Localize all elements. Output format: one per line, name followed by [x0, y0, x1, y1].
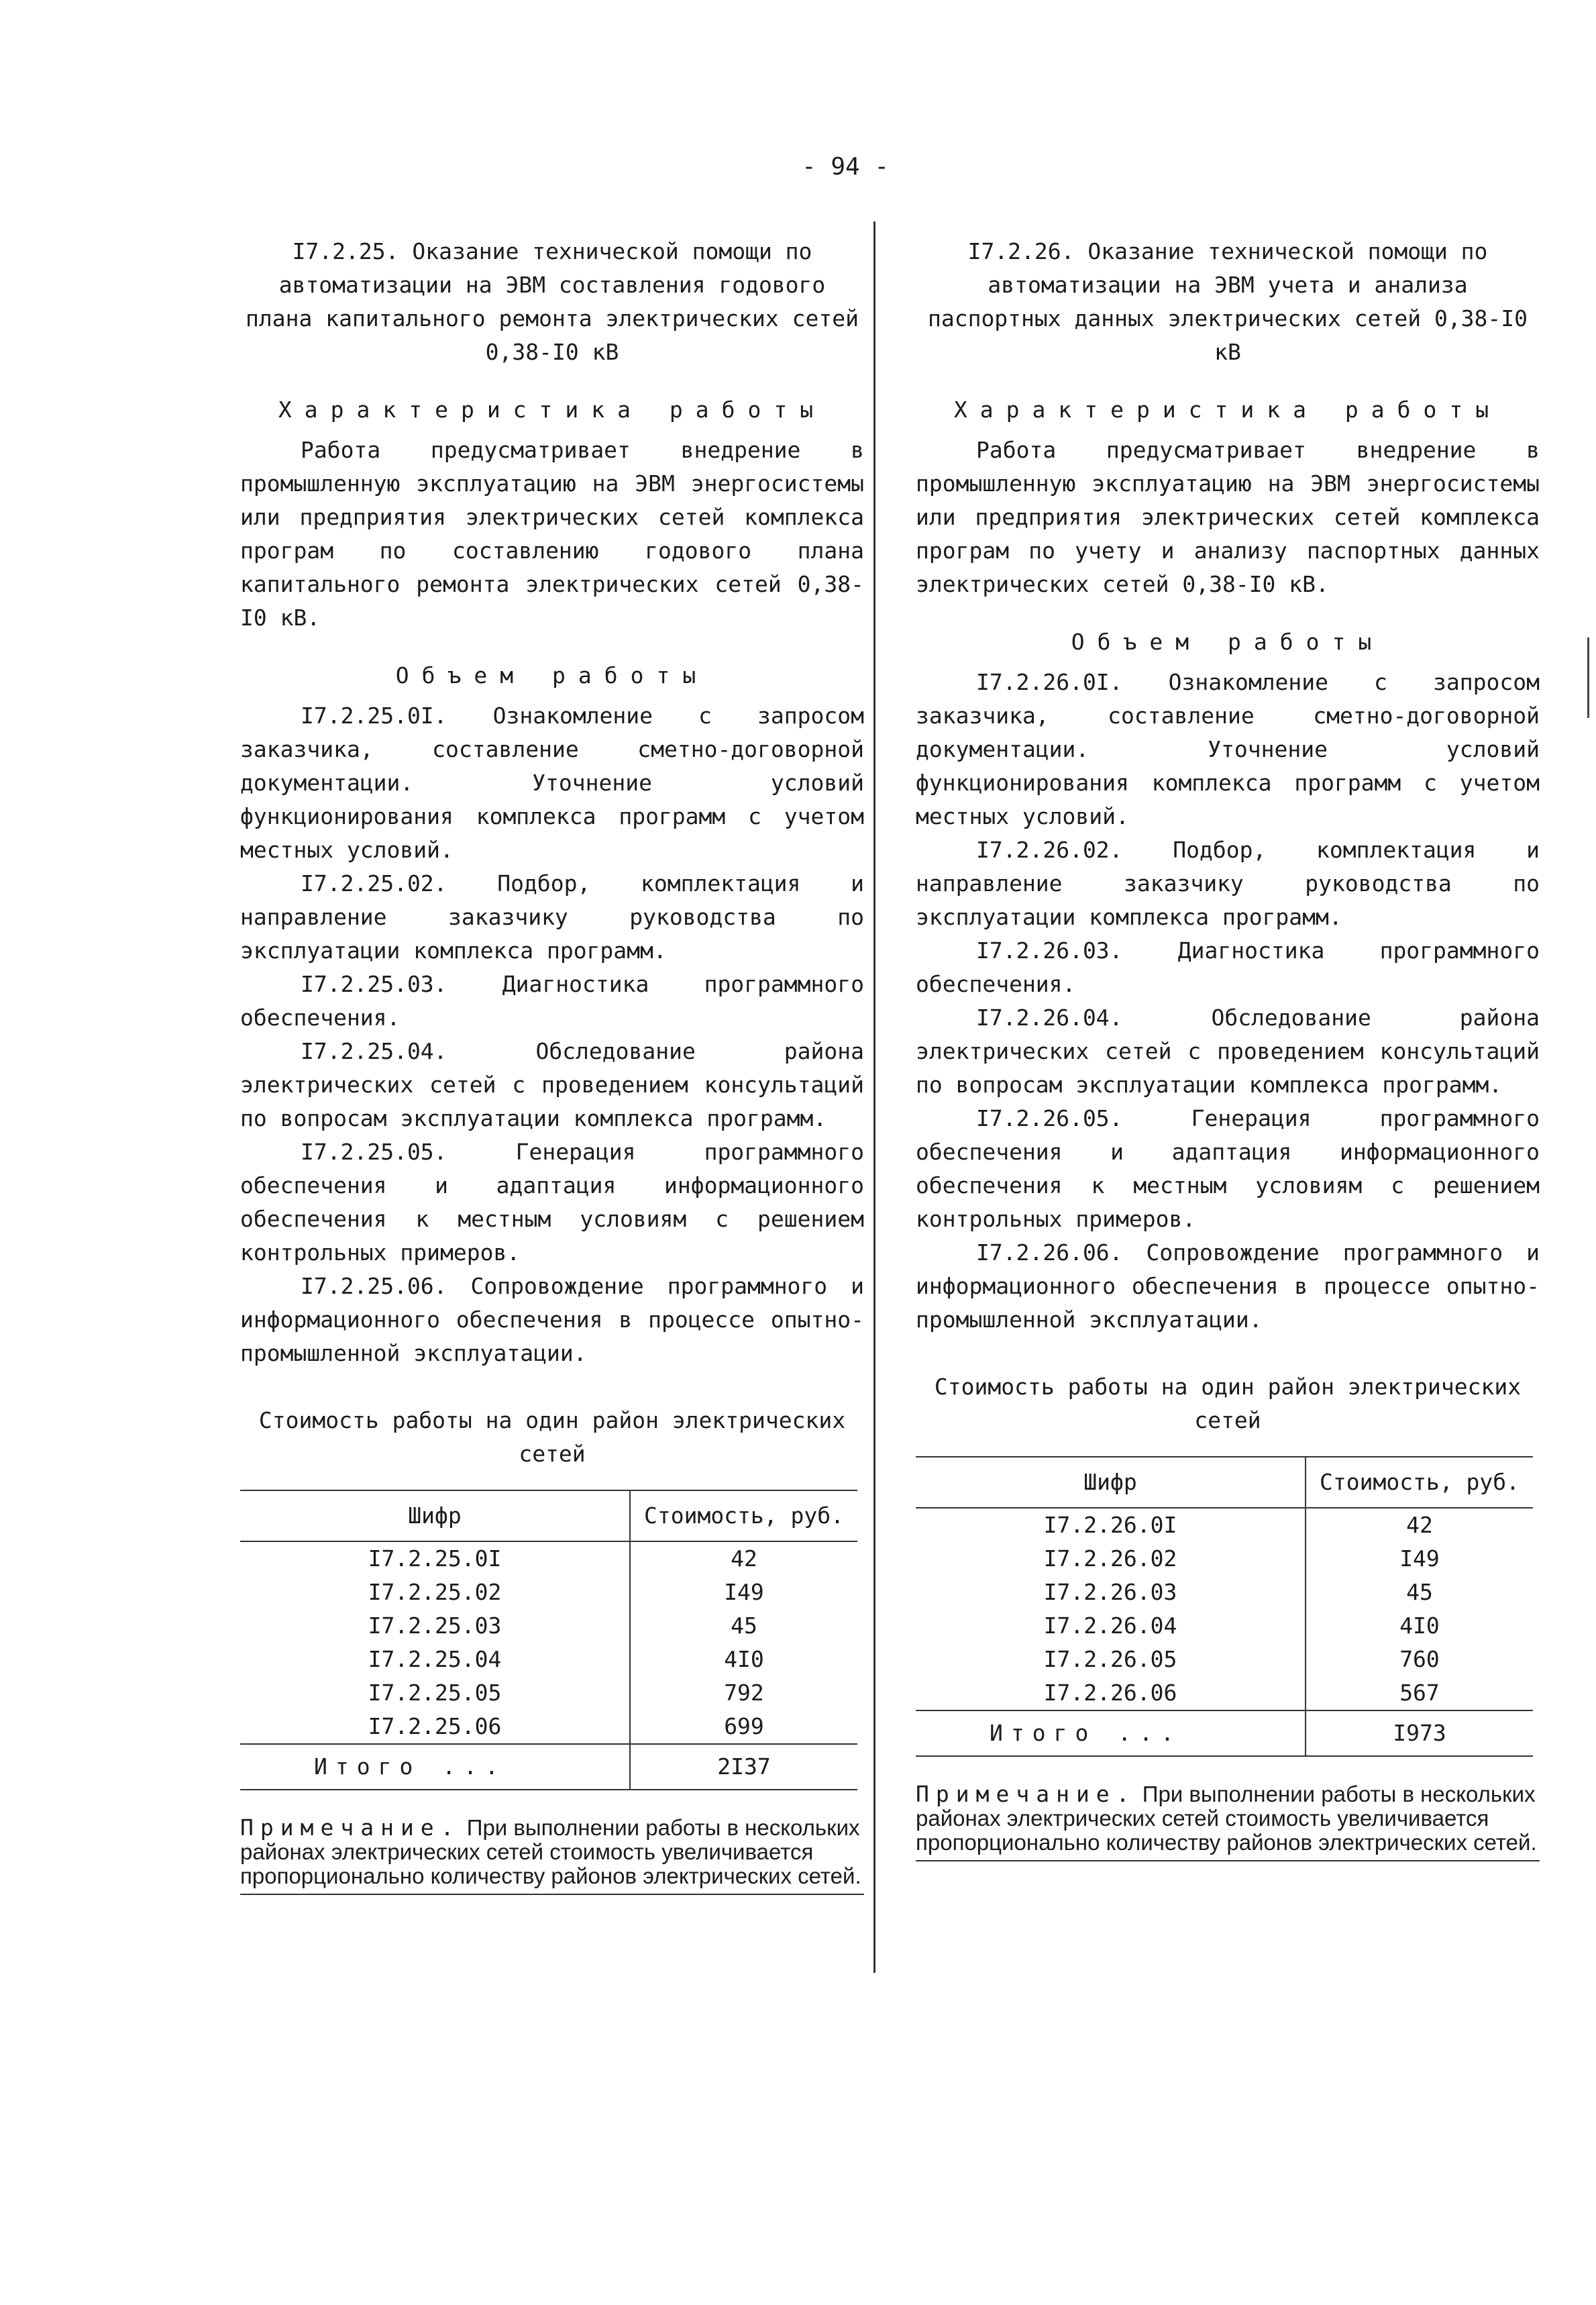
column-header-cost: Стоимость, руб. — [1306, 1457, 1533, 1508]
cost-cell: 4I0 — [1399, 1612, 1440, 1639]
right-column — [916, 235, 1540, 1861]
total-row — [240, 1744, 857, 1790]
cost-cell: 45 — [1406, 1579, 1433, 1605]
cost-cell: 760 — [1399, 1646, 1440, 1672]
scope-item: I7.2.25.0I. Ознакомление с запросом заказчика, составление сметно-договорной документации. Уточнение условий функционирования комплекса программ с учетом местных условий. — [240, 703, 864, 863]
scope-item: I7.2.26.03. Диагностика программного обеспечения. — [916, 937, 1540, 997]
cost-cell: I49 — [1399, 1545, 1440, 1572]
table-row — [240, 1710, 857, 1744]
section-title: I7.2.26. Оказание технической помощи по автоматизации на ЭВМ учета и анализа паспортных данных электрических сетей 0,38-I0 кВ — [927, 238, 1528, 365]
cost-caption: Стоимость работы на один район электрических сетей — [934, 1374, 1522, 1433]
column-divider — [873, 221, 875, 1973]
table-row — [916, 1508, 1533, 1542]
code-cell: I7.2.26.04 — [916, 1609, 1306, 1643]
table-row — [916, 1676, 1533, 1710]
total-label: Итого ... — [240, 1744, 630, 1790]
characteristics-text: Работа предусматривает внедрение в промышленную эксплуатацию на ЭВМ энергосистемы или предприятия электрических сетей комплекса програм по составлению годового плана капитального ремонта электрических сетей 0,38-I0 кВ. — [240, 437, 864, 631]
table-header-row — [240, 1490, 857, 1541]
scope-item: I7.2.25.05. Генерация программного обеспечения и адаптация информационного обеспечения к местным условиям с решением контрольных примеров. — [240, 1139, 864, 1266]
scope-heading: Объем работы — [395, 662, 709, 688]
characteristics-text: Работа предусматривает внедрение в промышленную эксплуатацию на ЭВМ энергосистемы или предприятия электрических сетей комплекса програм по учету и анализу паспортных данных электрических сетей 0,38-I0 кВ. — [916, 437, 1540, 597]
left-column — [240, 235, 864, 1895]
section-title: I7.2.25. Оказание технической помощи по автоматизации на ЭВМ составления годового плана капитального ремонта электрических сетей 0,38-I0 кВ — [246, 238, 859, 365]
cost-table — [240, 1490, 857, 1790]
cost-cell: 42 — [731, 1545, 757, 1572]
scope-item: I7.2.26.05. Генерация программного обеспечения и адаптация информационного обеспечения к местным условиям с решением контрольных примеров. — [916, 1105, 1540, 1232]
scope-item: I7.2.25.02. Подбор, комплектация и направление заказчику руководства по эксплуатации комплекса программ. — [240, 870, 864, 964]
code-cell: I7.2.25.02 — [240, 1576, 630, 1609]
characteristics-heading: Характеристика работы — [953, 397, 1502, 423]
cost-cell: 699 — [724, 1713, 764, 1739]
code-cell: I7.2.25.05 — [240, 1676, 630, 1710]
cost-cell: 567 — [1399, 1680, 1440, 1706]
total-value: 2I37 — [630, 1744, 857, 1790]
note-text: При выполнении работы в нескольких районах электрических сетей стоимость увеличивается пропорционально количеству районов электрических сетей. — [240, 1815, 861, 1888]
code-cell: I7.2.25.03 — [240, 1609, 630, 1643]
cost-cell: 792 — [724, 1680, 764, 1706]
note — [916, 1782, 1540, 1861]
total-value: I973 — [1306, 1710, 1533, 1756]
characteristics-heading: Характеристика работы — [278, 397, 827, 423]
code-cell: I7.2.25.06 — [240, 1710, 630, 1744]
table-row — [240, 1609, 857, 1643]
note-lead: Примечание. — [240, 1814, 461, 1841]
table-row — [240, 1643, 857, 1676]
code-cell: I7.2.26.0I — [916, 1508, 1306, 1542]
note — [240, 1816, 864, 1895]
total-row — [916, 1710, 1533, 1756]
code-cell: I7.2.26.06 — [916, 1676, 1306, 1710]
note-lead: Примечание. — [916, 1781, 1136, 1807]
total-label: Итого ... — [916, 1710, 1306, 1756]
code-cell: I7.2.25.04 — [240, 1643, 630, 1676]
table-row — [916, 1643, 1533, 1676]
code-cell: I7.2.26.03 — [916, 1576, 1306, 1609]
scope-item: I7.2.25.04. Обследование района электрических сетей с проведением консультаций по вопросам эксплуатации комплекса программ. — [240, 1038, 864, 1131]
scope-item: I7.2.26.04. Обследование района электрических сетей с проведением консультаций по вопросам эксплуатации комплекса программ. — [916, 1005, 1540, 1098]
cost-cell: 4I0 — [724, 1646, 764, 1672]
scope-item: I7.2.26.06. Сопровождение программного и информационного обеспечения в процессе опытно-промышленной эксплуатации. — [916, 1239, 1540, 1333]
table-row — [916, 1609, 1533, 1643]
column-header-code: Шифр — [916, 1457, 1306, 1508]
note-text: При выполнении работы в нескольких районах электрических сетей стоимость увеличивается пропорционально количеству районов электрических сетей. — [916, 1782, 1537, 1855]
table-row — [240, 1576, 857, 1609]
cost-table — [916, 1456, 1533, 1757]
column-header-code: Шифр — [240, 1490, 630, 1541]
code-cell: I7.2.25.0I — [240, 1541, 630, 1576]
table-header-row — [916, 1457, 1533, 1508]
scope-item: I7.2.26.02. Подбор, комплектация и направление заказчику руководства по эксплуатации комплекса программ. — [916, 837, 1540, 930]
scope-item: I7.2.25.03. Диагностика программного обеспечения. — [240, 971, 864, 1031]
table-row — [916, 1576, 1533, 1609]
code-cell: I7.2.26.05 — [916, 1643, 1306, 1676]
table-row — [916, 1542, 1533, 1576]
cost-caption: Стоимость работы на один район электрических сетей — [258, 1407, 846, 1467]
column-header-cost: Стоимость, руб. — [630, 1490, 857, 1541]
cost-cell: 42 — [1406, 1512, 1433, 1538]
code-cell: I7.2.26.02 — [916, 1542, 1306, 1576]
page-number: - 94 - — [802, 153, 890, 181]
scope-item: I7.2.25.06. Сопровождение программного и информационного обеспечения в процессе опытно-промышленной эксплуатации. — [240, 1273, 864, 1366]
scope-heading: Объем работы — [1071, 629, 1385, 655]
cost-cell: I49 — [724, 1579, 764, 1605]
scope-item: I7.2.26.0I. Ознакомление с запросом заказчика, составление сметно-договорной документации. Уточнение условий функционирования комплекса программ с учетом местных условий. — [916, 669, 1540, 829]
margin-mark — [1587, 637, 1589, 718]
cost-cell: 45 — [731, 1612, 757, 1639]
table-row — [240, 1541, 857, 1576]
table-row — [240, 1676, 857, 1710]
